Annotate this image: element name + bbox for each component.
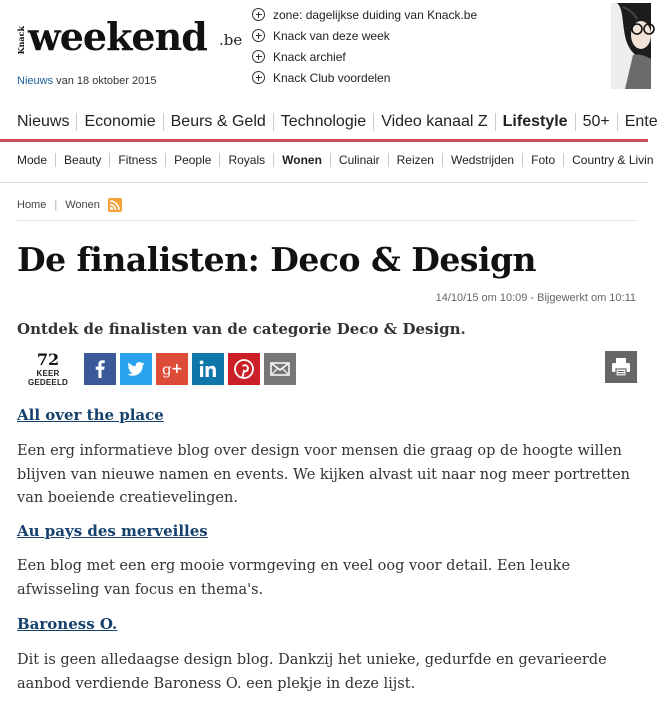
sub-nav-beauty[interactable]: Beauty <box>56 153 110 167</box>
print-button[interactable] <box>605 351 637 383</box>
main-nav-nieuws[interactable]: Nieuws <box>0 113 77 131</box>
share-count <box>17 351 79 387</box>
share-pinterest-button[interactable] <box>228 353 260 385</box>
svg-text:+: + <box>171 361 183 377</box>
sub-nav-country-living[interactable]: Country & Livin <box>572 153 654 167</box>
sub-nav-fitness[interactable]: Fitness <box>110 153 166 167</box>
sub-nav-people[interactable]: People <box>166 153 220 167</box>
main-nav <box>0 107 658 142</box>
divider <box>0 182 648 183</box>
breadcrumb-home[interactable]: Home <box>17 199 47 211</box>
share-linkedin-button[interactable] <box>192 353 224 385</box>
share-facebook-button[interactable] <box>84 353 116 385</box>
rss-icon[interactable] <box>108 198 122 212</box>
entry-title-link[interactable]: Baroness O. <box>17 615 118 633</box>
linkedin-icon <box>192 353 224 385</box>
main-nav-technologie[interactable]: Technologie <box>274 113 374 131</box>
googleplus-icon <box>156 353 188 385</box>
share-twitter-button[interactable] <box>120 353 152 385</box>
author-avatar <box>611 3 651 89</box>
sub-nav <box>0 153 654 175</box>
sub-nav-wonen[interactable]: Wonen <box>274 153 331 167</box>
breadcrumb <box>17 198 122 212</box>
plus-circle-icon <box>252 50 265 63</box>
entry-title-link[interactable]: Au pays des merveilles <box>17 522 208 540</box>
article-title: De finalisten: Deco & Design <box>17 240 537 279</box>
entry-title-link[interactable]: All over the place <box>17 406 164 424</box>
share-googleplus-button[interactable] <box>156 353 188 385</box>
share-count-number: 72 <box>36 350 60 369</box>
sub-nav-royals[interactable]: Royals <box>220 153 274 167</box>
main-nav-entertainment[interactable]: Ente <box>624 113 658 130</box>
main-nav-lifestyle[interactable]: Lifestyle <box>496 113 576 131</box>
promo-link-label: Knack archief <box>273 49 346 64</box>
promo-links <box>252 4 477 88</box>
avatar-illustration <box>611 3 651 89</box>
logo-suffix: .be <box>219 31 243 49</box>
sub-nav-reizen[interactable]: Reizen <box>389 153 443 167</box>
email-icon <box>264 353 296 385</box>
breadcrumb-separator: | <box>54 199 58 211</box>
sub-nav-foto[interactable]: Foto <box>523 153 564 167</box>
promo-link-club[interactable] <box>252 67 477 88</box>
print-icon <box>605 351 637 383</box>
issue-date <box>17 75 156 87</box>
masthead <box>0 0 648 100</box>
plus-circle-icon <box>252 71 265 84</box>
entry-body: Een blog met een erg mooie vormgeving en veel oog voor detail. Een leuke afwisseling van focus en thema's. <box>17 558 571 598</box>
promo-link-label: Knack van deze week <box>273 28 390 43</box>
share-bar <box>17 351 300 387</box>
issue-date-text: van 18 oktober 2015 <box>53 75 157 87</box>
article-dateline: 14/10/15 om 10:09 - Bijgewerkt om 10:11 <box>435 292 636 304</box>
logo-word: weekend <box>28 14 207 59</box>
main-nav-economie[interactable]: Economie <box>77 113 163 131</box>
divider <box>17 220 637 221</box>
promo-link-label: zone: dagelijkse duiding van Knack.be <box>273 7 478 22</box>
plus-circle-icon <box>252 8 265 21</box>
sub-nav-wedstrijden[interactable]: Wedstrijden <box>443 153 523 167</box>
promo-link-archive[interactable] <box>252 46 477 67</box>
share-email-button[interactable] <box>264 353 296 385</box>
promo-link-label: Knack Club voordelen <box>273 70 391 85</box>
entry-body: Een erg informatieve blog over design voor mensen die graag op de hoogte willen blijven van nieuwe namen en events. We kijken alvast uit naar nog meer portretten van boeiende creatievelingen. <box>17 443 631 506</box>
sub-nav-mode[interactable]: Mode <box>0 153 56 167</box>
main-nav-50plus[interactable]: 50+ <box>576 113 618 131</box>
share-count-label: KEER GEDEELD <box>27 369 69 387</box>
promo-link-this-week[interactable] <box>252 25 477 46</box>
rss-glyph <box>108 198 122 212</box>
sub-nav-culinair[interactable]: Culinair <box>331 153 389 167</box>
svg-text:g: g <box>162 360 172 379</box>
pinterest-icon <box>228 353 260 385</box>
logo-small-text: Knack <box>16 26 26 55</box>
entry-body: Dit is geen alledaagse design blog. Dankzij het unieke, gedurfde en gevarieerde aanbod verdiende Baroness O. een plekje in deze lijst. <box>17 652 607 692</box>
main-nav-beurs-geld[interactable]: Beurs & Geld <box>164 113 274 131</box>
issue-news-link[interactable]: Nieuws <box>17 75 54 87</box>
article-lead: Ontdek de finalisten van de categorie Deco & Design. <box>17 320 466 338</box>
plus-circle-icon <box>252 29 265 42</box>
breadcrumb-wonen[interactable]: Wonen <box>65 199 100 211</box>
promo-link-zone[interactable] <box>252 4 477 25</box>
facebook-icon <box>84 353 116 385</box>
twitter-icon <box>120 353 152 385</box>
main-nav-video-kanaal-z[interactable]: Video kanaal Z <box>374 113 495 131</box>
